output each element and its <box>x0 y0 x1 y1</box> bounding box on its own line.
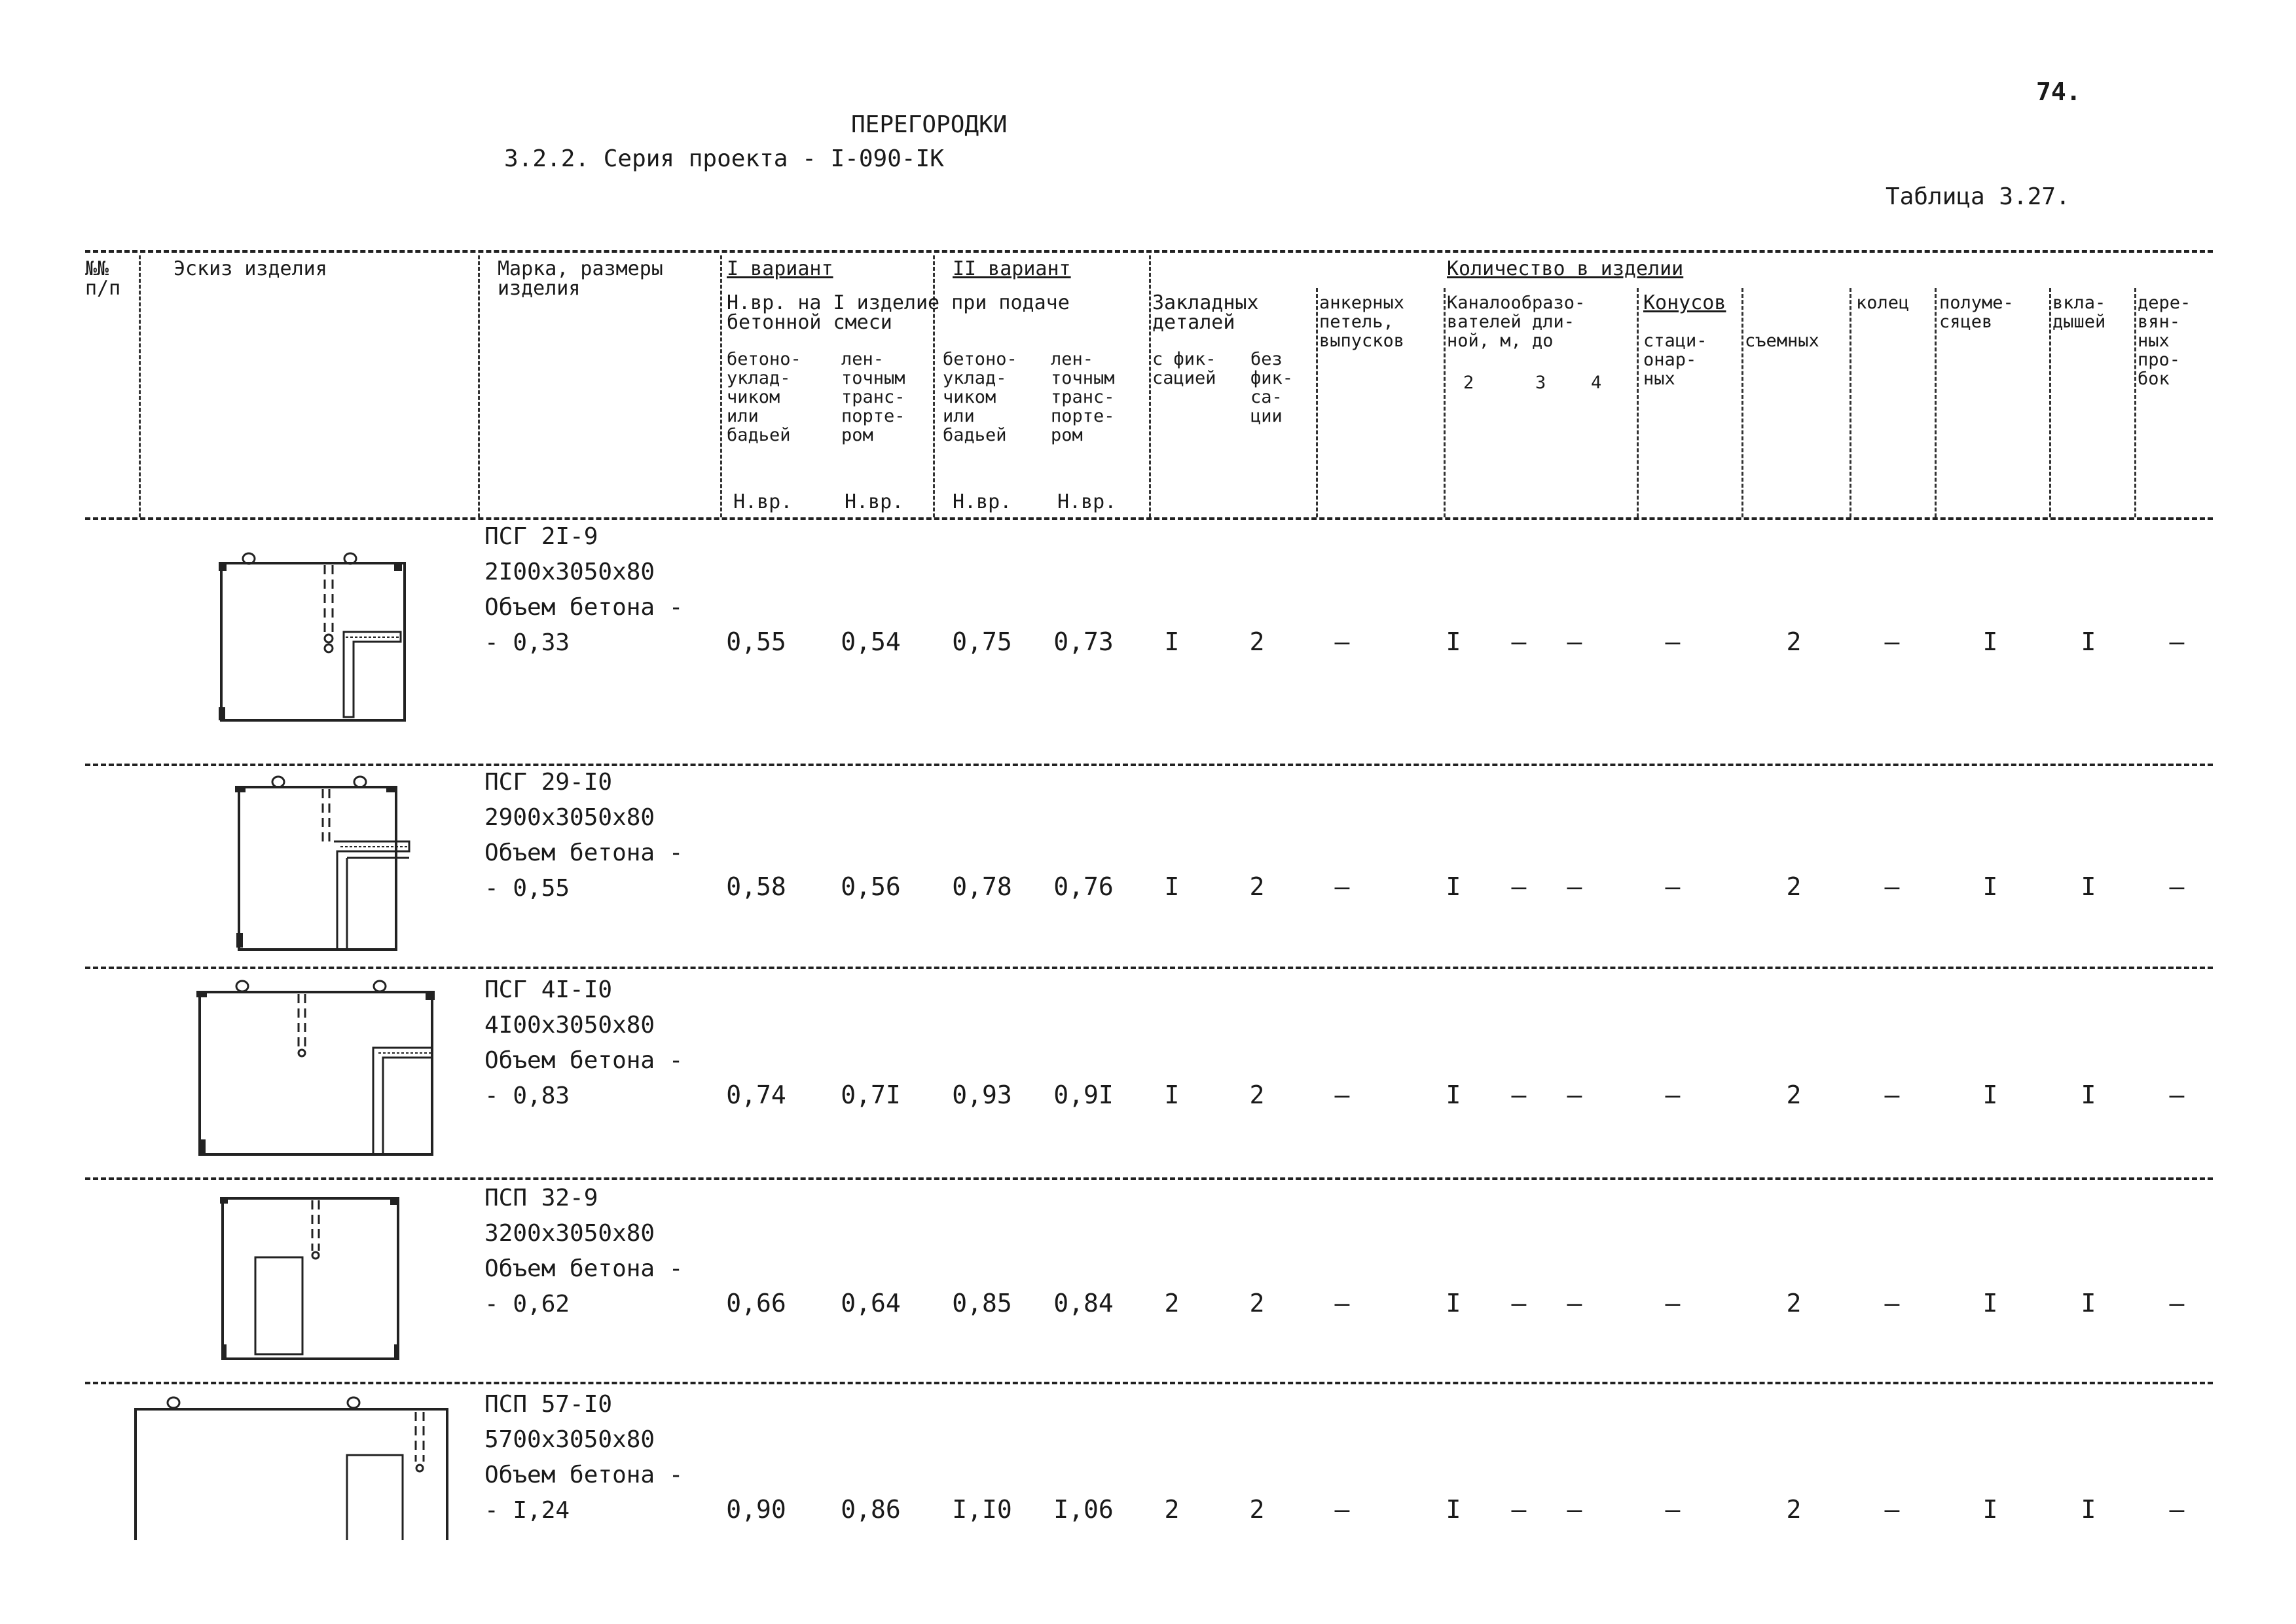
header-anchor: анкерных петель, выпусков <box>1319 293 1405 351</box>
embedded-with-fix: I <box>1164 872 1180 901</box>
norm-bucket-v2: 0,85 <box>952 1289 1012 1318</box>
cones-stationary: – <box>1665 627 1681 656</box>
norm-bucket-v1: 0,74 <box>726 1080 786 1109</box>
header-unit: Н.вр. <box>953 490 1012 513</box>
wood-plugs: – <box>2169 1289 2185 1318</box>
norm-bucket-v2: 0,78 <box>952 872 1012 901</box>
header-sketch: Эскиз изделия <box>173 257 327 280</box>
embedded-without-fix: 2 <box>1249 1495 1265 1524</box>
channel-4m: – <box>1567 872 1582 901</box>
header-conveyor-1: лен- точным транс- порте- ром <box>841 349 905 445</box>
cones-removable: 2 <box>1786 1495 1802 1524</box>
product-mark: ПСГ 4I-I0 <box>484 976 613 1003</box>
half-sleeves: I <box>1982 627 1998 656</box>
norm-conveyor-v1: 0,64 <box>841 1289 901 1318</box>
norm-bucket-v1: 0,90 <box>726 1495 786 1524</box>
inserts: I <box>2081 1495 2096 1524</box>
header-divider <box>2134 288 2136 517</box>
embedded-with-fix: I <box>1164 1080 1180 1109</box>
norm-bucket-v2: 0,93 <box>952 1080 1012 1109</box>
cones-stationary: – <box>1665 1495 1681 1524</box>
header-cones: Конусов <box>1643 291 1726 314</box>
half-sleeves: I <box>1982 1289 1998 1318</box>
half-sleeves: I <box>1982 872 1998 901</box>
inserts: I <box>2081 1080 2096 1109</box>
norm-conveyor-v2: 0,84 <box>1053 1289 1114 1318</box>
embedded-without-fix: 2 <box>1249 627 1265 656</box>
header-unit: Н.вр. <box>845 490 904 513</box>
embedded-without-fix: 2 <box>1249 872 1265 901</box>
rings: – <box>1884 627 1900 656</box>
header-embedded: Закладных деталей <box>1152 291 1259 334</box>
half-sleeves: I <box>1982 1495 1998 1524</box>
anchor-loops: – <box>1334 1495 1350 1524</box>
header-inserts: вкла- дышей <box>2052 293 2106 332</box>
header-removable: съемных <box>1745 331 1819 351</box>
page-number: 74. <box>2036 77 2081 106</box>
product-sketch <box>210 540 419 730</box>
wood-plugs: – <box>2169 872 2185 901</box>
inserts: I <box>2081 1289 2096 1318</box>
header-length-3: 3 <box>1535 373 1546 393</box>
header-divider <box>139 255 141 517</box>
product-mark: ПСП 32-9 <box>484 1185 598 1211</box>
cones-removable: 2 <box>1786 872 1802 901</box>
volume-value: - 0,62 <box>484 1291 570 1318</box>
channel-3m: – <box>1511 872 1527 901</box>
header-divider <box>1444 288 1446 517</box>
product-sketch <box>128 1383 455 1547</box>
norm-conveyor-v2: 0,76 <box>1053 872 1114 901</box>
anchor-loops: – <box>1334 872 1350 901</box>
row-divider <box>85 1177 2213 1180</box>
channel-3m: – <box>1511 1080 1527 1109</box>
product-mark: ПСГ 29-I0 <box>484 769 613 796</box>
header-channel: Каналообразо- вателей дли- ной, м, до <box>1447 293 1586 351</box>
product-sketch <box>226 773 422 956</box>
channel-4m: – <box>1567 1495 1582 1524</box>
inserts: I <box>2081 627 2096 656</box>
rings: – <box>1884 872 1900 901</box>
wood-plugs: – <box>2169 1080 2185 1109</box>
header-concrete-bucket-1: бетоно- уклад- чиком или бадьей <box>727 349 801 445</box>
header-concrete-bucket-2: бетоно- уклад- чиком или бадьей <box>943 349 1017 445</box>
channel-4m: – <box>1567 1289 1582 1318</box>
header-divider <box>1741 288 1743 517</box>
rings: – <box>1884 1080 1900 1109</box>
inserts: I <box>2081 872 2096 901</box>
header-divider <box>1637 288 1639 517</box>
embedded-with-fix: I <box>1164 627 1180 656</box>
header-divider <box>1316 288 1318 517</box>
header-mark: Марка, размеры изделия <box>498 257 663 300</box>
norm-bucket-v1: 0,55 <box>726 627 786 656</box>
volume-label: Объем бетона - <box>484 1255 683 1282</box>
document-title: ПЕРЕГОРОДКИ <box>851 111 1008 138</box>
header-with-fixation: с фик- сацией <box>1152 349 1216 388</box>
norm-bucket-v2: I,I0 <box>952 1495 1012 1524</box>
volume-value: - 0,83 <box>484 1082 570 1109</box>
cones-removable: 2 <box>1786 627 1802 656</box>
half-sleeves: I <box>1982 1080 1998 1109</box>
channel-2m: I <box>1446 1289 1461 1318</box>
norm-conveyor-v2: I,06 <box>1053 1495 1114 1524</box>
cones-removable: 2 <box>1786 1289 1802 1318</box>
channel-2m: I <box>1446 1495 1461 1524</box>
header-quantity: Количество в изделии <box>1447 257 1684 280</box>
embedded-without-fix: 2 <box>1249 1289 1265 1318</box>
header-divider <box>478 255 480 517</box>
norm-conveyor-v1: 0,56 <box>841 872 901 901</box>
norm-conveyor-v2: 0,9I <box>1053 1080 1114 1109</box>
channel-3m: – <box>1511 1289 1527 1318</box>
product-size: 5700x3050x80 <box>484 1426 655 1453</box>
norm-bucket-v1: 0,66 <box>726 1289 786 1318</box>
anchor-loops: – <box>1334 1289 1350 1318</box>
volume-value: - 0,33 <box>484 629 570 656</box>
product-size: 4I00x3050x80 <box>484 1012 655 1039</box>
rings: – <box>1884 1495 1900 1524</box>
channel-3m: – <box>1511 627 1527 656</box>
norm-conveyor-v1: 0,7I <box>841 1080 901 1109</box>
header-norm-time: Н.вр. на I изделие при подаче бетонной смеси <box>727 291 1070 334</box>
header-stationary: стаци- онар- ных <box>1643 331 1707 389</box>
anchor-loops: – <box>1334 627 1350 656</box>
document-subtitle: 3.2.2. Серия проекта - I-090-IK <box>504 145 944 172</box>
channel-4m: – <box>1567 1080 1582 1109</box>
header-divider <box>1935 288 1937 517</box>
header-number: №№ п/п <box>85 257 121 300</box>
header-variant-2: II вариант <box>953 257 1071 280</box>
header-rings: колец <box>1856 293 1910 313</box>
rings: – <box>1884 1289 1900 1318</box>
table-top-rule <box>85 250 2213 253</box>
header-divider <box>1850 288 1851 517</box>
cones-stationary: – <box>1665 872 1681 901</box>
channel-3m: – <box>1511 1495 1527 1524</box>
product-sketch <box>210 1182 412 1365</box>
norm-conveyor-v1: 0,86 <box>841 1495 901 1524</box>
channel-2m: I <box>1446 1080 1461 1109</box>
header-length-4: 4 <box>1591 373 1602 393</box>
norm-bucket-v1: 0,58 <box>726 872 786 901</box>
product-size: 2I00x3050x80 <box>484 559 655 585</box>
table-label: Таблица 3.27. <box>1886 183 2070 210</box>
header-length-2: 2 <box>1463 373 1474 393</box>
channel-2m: I <box>1446 627 1461 656</box>
product-mark: ПСП 57-I0 <box>484 1391 613 1418</box>
product-size: 2900x3050x80 <box>484 804 655 831</box>
embedded-with-fix: 2 <box>1164 1495 1180 1524</box>
header-bottom-rule <box>85 517 2213 520</box>
header-unit: Н.вр. <box>733 490 793 513</box>
header-divider <box>720 255 722 517</box>
product-mark: ПСГ 2I-9 <box>484 523 598 550</box>
channel-4m: – <box>1567 627 1582 656</box>
volume-label: Объем бетона - <box>484 840 683 866</box>
cones-stationary: – <box>1665 1080 1681 1109</box>
volume-value: - I,24 <box>484 1497 570 1524</box>
volume-label: Объем бетона - <box>484 1462 683 1488</box>
header-half-sleeves: полуме- сяцев <box>1939 293 2014 332</box>
header-variant-1: I вариант <box>727 257 833 280</box>
wood-plugs: – <box>2169 1495 2185 1524</box>
volume-label: Объем бетона - <box>484 1047 683 1074</box>
header-divider <box>2049 288 2051 517</box>
header-without-fixation: без фик- са- ции <box>1250 349 1294 426</box>
norm-conveyor-v2: 0,73 <box>1053 627 1114 656</box>
header-conveyor-2: лен- точным транс- порте- ром <box>1051 349 1115 445</box>
row-divider <box>85 967 2213 969</box>
norm-bucket-v2: 0,75 <box>952 627 1012 656</box>
cones-removable: 2 <box>1786 1080 1802 1109</box>
anchor-loops: – <box>1334 1080 1350 1109</box>
header-wood-plugs: дере- вян- ных про- бок <box>2138 293 2191 389</box>
norm-conveyor-v1: 0,54 <box>841 627 901 656</box>
volume-value: - 0,55 <box>484 875 570 902</box>
product-size: 3200x3050x80 <box>484 1220 655 1247</box>
header-divider <box>1149 255 1151 517</box>
header-unit: Н.вр. <box>1057 490 1117 513</box>
embedded-with-fix: 2 <box>1164 1289 1180 1318</box>
volume-label: Объем бетона - <box>484 594 683 621</box>
cones-stationary: – <box>1665 1289 1681 1318</box>
row-divider <box>85 764 2213 766</box>
channel-2m: I <box>1446 872 1461 901</box>
embedded-without-fix: 2 <box>1249 1080 1265 1109</box>
product-sketch <box>190 976 452 1166</box>
wood-plugs: – <box>2169 627 2185 656</box>
